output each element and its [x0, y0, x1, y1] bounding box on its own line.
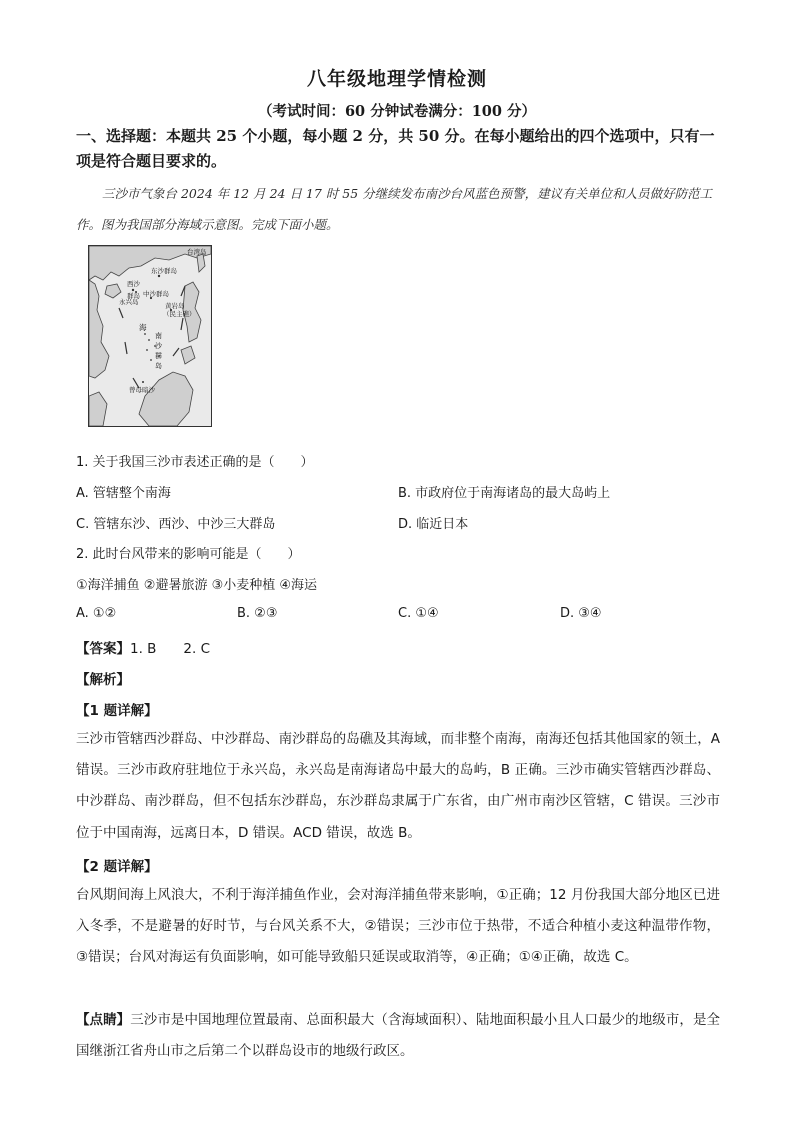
- detail-2-label: 【2 题详解】: [76, 859, 158, 875]
- question-2-option-b: B. ②③: [237, 606, 278, 621]
- map-label-zhongsha: 中沙群岛: [143, 290, 169, 298]
- map-label-dongsha: 东沙群岛: [151, 267, 177, 275]
- page-title: 八年级地理学情检测: [306, 68, 487, 90]
- question-2-option-d: D. ③④: [560, 606, 602, 621]
- section-heading: 一、选择题：本题共 25 个小题，每小题 2 分，共 50 分。在每小题给出的四个选项中，只有一项是符合题目要求的。: [76, 127, 715, 170]
- comment-label: 【点睛】: [76, 1012, 131, 1028]
- question-intro: 三沙市气象台 2024 年 12 月 24 日 17 时 55 分继续发布南沙台风蓝色预警，建议有关单位和人员做好防范工作。图为我国部分海域示意图。完成下面小题。: [76, 186, 713, 232]
- map-label-qun: 群: [155, 352, 162, 360]
- map-label-nan: 南: [155, 332, 162, 340]
- detail-1-label: 【1 题详解】: [76, 703, 158, 719]
- question-1-option-d: D. 临近日本: [398, 517, 469, 532]
- question-2-stem: 2. 此时台风带来的影响可能是（ ）: [76, 547, 301, 562]
- comment-block: [76, 1005, 720, 1067]
- map-label-dao: 岛: [155, 362, 162, 370]
- detail-2-text: 台风期间海上风浪大，不利于海洋捕鱼作业，会对海洋捕鱼带来影响，①正确；12 月份我国大部分地区已进入冬季，不是避暑的好时节，与台风关系不大，②错误；三沙市位于热带，不适合种植小麦这种温带作物，③错误；台风对海运有负面影响，如可能导致船只延误或取消等，④正确；①④正确，故选 C。: [76, 887, 720, 966]
- detail-1-text: 三沙市管辖西沙群岛、中沙群岛、南沙群岛的岛礁及其海域，而非整个南海，南海还包括其他国家的领土，A 错误。三沙市政府驻地位于永兴岛，永兴岛是南海诸岛中最大的岛屿，B 正确。三沙市确实管辖西沙群岛、中沙群岛、南沙群岛，但不包括东沙群岛，东沙群岛隶属于广东省，由广州市南沙区管辖，C 错误。三沙市位于中国南海，远离日本，D 错误。ACD 错误，故选 B。: [76, 731, 720, 841]
- map-label-xisha-2: 群岛: [127, 292, 140, 300]
- map-label-huangyan: 黄岩岛: [165, 302, 185, 310]
- map-graphic: [89, 246, 211, 426]
- answer-label: 【答案】: [76, 641, 130, 657]
- map-label-taiwan: 台湾岛: [187, 248, 207, 256]
- comment-text: 三沙市是中国地理位置最南、总面积最大（含海域面积）、陆地面积最小且人口最少的地级市，是全国继浙江省舟山市之后第二个以群岛设市的地级行政区。: [76, 1012, 720, 1060]
- exam-info: （考试时间：60 分钟试卷满分：100 分）: [257, 103, 537, 120]
- south-china-sea-map: [88, 245, 212, 427]
- question-2-items: ①海洋捕鱼 ②避暑旅游 ③小麦种植 ④海运: [76, 578, 318, 593]
- answer-line: [76, 637, 210, 657]
- map-label-xisha: 西沙: [127, 280, 140, 288]
- answer-text: 1. B 2. C: [130, 641, 211, 657]
- map-label-hai: 海: [139, 323, 147, 332]
- map-label-minzhu: （民主礁）: [163, 310, 196, 318]
- question-1-option-c: C. 管辖东沙、西沙、中沙三大群岛: [76, 517, 276, 532]
- map-label-zengmu: 曾母暗沙: [129, 386, 155, 394]
- question-1-option-a: A. 管辖整个南海: [76, 486, 171, 501]
- analysis-label: 【解析】: [76, 672, 130, 688]
- question-2-option-a: A. ①②: [76, 606, 117, 621]
- map-label-yongxing: 永兴岛: [119, 298, 139, 306]
- question-2-option-c: C. ①④: [398, 606, 439, 621]
- question-1-stem: 1. 关于我国三沙市表述正确的是（ ）: [76, 455, 314, 470]
- question-1-option-b: B. 市政府位于南海诸岛的最大岛屿上: [398, 486, 611, 501]
- map-label-sha: 沙: [155, 342, 162, 350]
